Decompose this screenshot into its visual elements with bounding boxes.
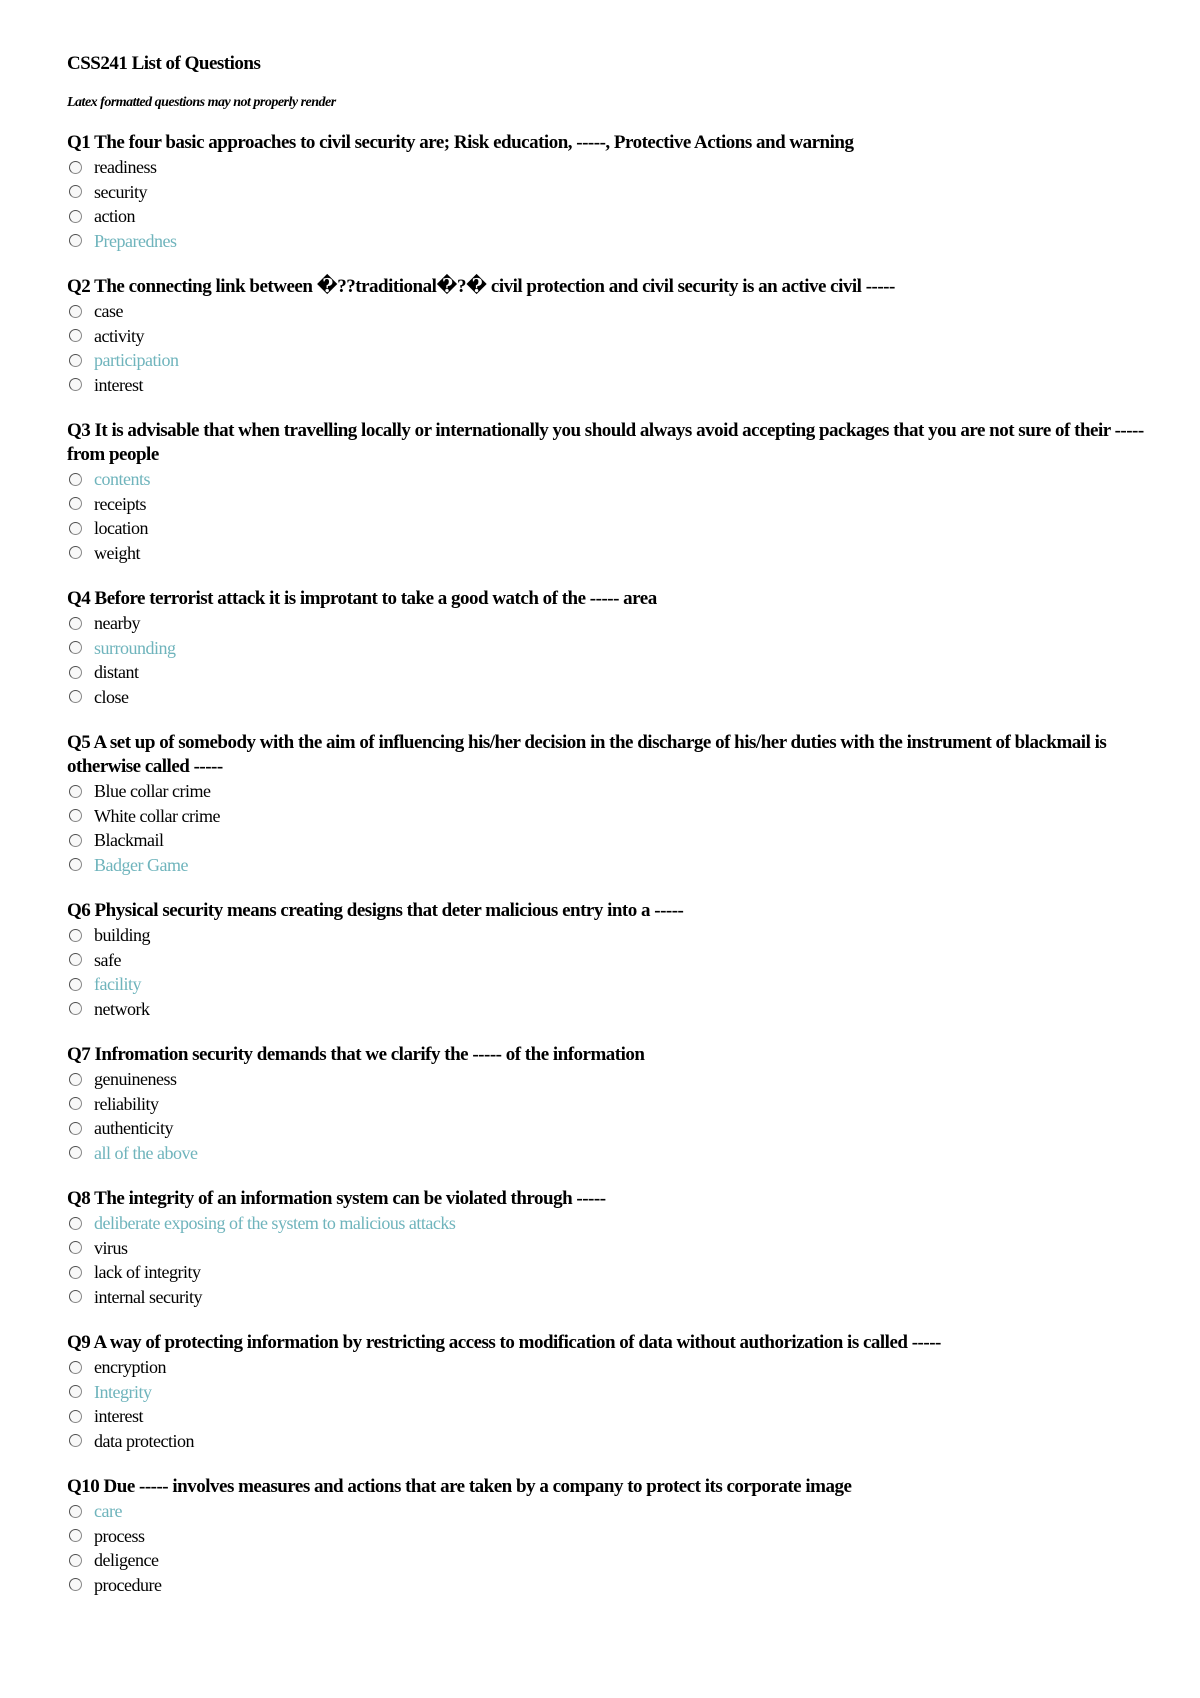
answer-option-correct[interactable] (67, 348, 1147, 373)
answer-option-correct[interactable] (67, 1499, 1147, 1524)
answer-option[interactable] (67, 948, 1147, 973)
radio-button-icon[interactable] (69, 1122, 82, 1135)
radio-button-icon[interactable] (69, 785, 82, 798)
option-label: Blackmail (94, 830, 164, 850)
option-label: Blue collar crime (94, 781, 211, 801)
radio-button-icon[interactable] (69, 497, 82, 510)
option-label: care (94, 1501, 122, 1521)
answer-option[interactable] (67, 1236, 1147, 1261)
answer-option[interactable] (67, 1524, 1147, 1549)
question-list (67, 131, 1147, 1597)
answer-option[interactable] (67, 492, 1147, 517)
answer-option[interactable] (67, 779, 1147, 804)
answer-option[interactable] (67, 1260, 1147, 1285)
radio-button-icon[interactable] (69, 210, 82, 223)
radio-button-icon[interactable] (69, 354, 82, 367)
radio-button-icon[interactable] (69, 1578, 82, 1591)
answer-option[interactable] (67, 1355, 1147, 1380)
option-label: deliberate exposing of the system to malicious attacks (94, 1213, 456, 1233)
radio-button-icon[interactable] (69, 1290, 82, 1303)
option-label: procedure (94, 1574, 162, 1595)
option-label: surrounding (94, 637, 176, 658)
radio-button-icon[interactable] (69, 522, 82, 535)
question-text: Q1 The four basic approaches to civil security are; Risk education, -----, Protective Actions and warning (67, 132, 854, 153)
radio-button-icon[interactable] (69, 978, 82, 991)
question-text: Q7 Infromation security demands that we clarify the ----- of the information (67, 1044, 645, 1065)
answer-option[interactable] (67, 1404, 1147, 1429)
answer-option[interactable] (67, 1285, 1147, 1310)
answer-option-correct[interactable] (67, 636, 1147, 661)
radio-button-icon[interactable] (69, 378, 82, 391)
question-text: Q8 The integrity of an information system can be violated through ----- (67, 1188, 606, 1209)
option-label: weight (94, 542, 140, 563)
option-label: action (94, 206, 135, 226)
radio-button-icon[interactable] (69, 1266, 82, 1279)
answer-option[interactable] (67, 685, 1147, 710)
radio-button-icon[interactable] (69, 690, 82, 703)
answer-option-correct[interactable] (67, 972, 1147, 997)
option-label: interest (94, 1406, 143, 1426)
radio-button-icon[interactable] (69, 1217, 82, 1230)
option-label: close (94, 686, 129, 707)
question-block (67, 275, 1147, 397)
radio-button-icon[interactable] (69, 1002, 82, 1015)
option-label: encryption (94, 1357, 166, 1377)
answer-option[interactable] (67, 204, 1147, 229)
option-label: receipts (94, 493, 146, 514)
option-label: data protection (94, 1430, 194, 1451)
question-text: Q2 The connecting link between �??traditional�?� civil protection and civil security is an active civil ----- (67, 276, 895, 297)
answer-option-correct[interactable] (67, 1141, 1147, 1166)
option-label: Preparednes (94, 230, 177, 251)
question-text: Q10 Due ----- involves measures and actions that are taken by a company to protect its corporate image (67, 1476, 852, 1497)
radio-button-icon[interactable] (69, 858, 82, 871)
radio-button-icon[interactable] (69, 1410, 82, 1423)
answer-option-correct[interactable] (67, 853, 1147, 878)
answer-option-correct[interactable] (67, 467, 1147, 492)
option-label: all of the above (94, 1142, 198, 1163)
option-label: network (94, 998, 150, 1019)
answer-option[interactable] (67, 1429, 1147, 1454)
question-block (67, 1187, 1147, 1309)
radio-button-icon[interactable] (69, 1554, 82, 1567)
question-block (67, 419, 1147, 565)
answer-option[interactable] (67, 516, 1147, 541)
radio-button-icon[interactable] (69, 1505, 82, 1518)
question-block (67, 587, 1147, 709)
option-label: case (94, 301, 123, 321)
answer-option[interactable] (67, 1548, 1147, 1573)
option-label: facility (94, 974, 141, 994)
option-label: genuineness (94, 1069, 177, 1089)
option-label: distant (94, 662, 139, 682)
answer-option[interactable] (67, 1116, 1147, 1141)
option-label: Integrity (94, 1381, 152, 1402)
option-label: safe (94, 949, 121, 970)
question-block (67, 1331, 1147, 1453)
option-label: contents (94, 469, 150, 489)
answer-option[interactable] (67, 373, 1147, 398)
radio-button-icon[interactable] (69, 617, 82, 630)
option-label: security (94, 181, 147, 202)
answer-option-correct[interactable] (67, 1380, 1147, 1405)
radio-button-icon[interactable] (69, 305, 82, 318)
answer-option[interactable] (67, 1573, 1147, 1598)
radio-button-icon[interactable] (69, 1434, 82, 1447)
answer-option[interactable] (67, 1092, 1147, 1117)
radio-button-icon[interactable] (69, 929, 82, 942)
answer-option-correct[interactable] (67, 1211, 1147, 1236)
answer-option[interactable] (67, 660, 1147, 685)
option-label: White collar crime (94, 805, 220, 826)
answer-option[interactable] (67, 828, 1147, 853)
answer-option[interactable] (67, 611, 1147, 636)
radio-button-icon[interactable] (69, 809, 82, 822)
radio-button-icon[interactable] (69, 1097, 82, 1110)
radio-button-icon[interactable] (69, 1073, 82, 1086)
radio-button-icon[interactable] (69, 953, 82, 966)
answer-option[interactable] (67, 804, 1147, 829)
radio-button-icon[interactable] (69, 1146, 82, 1159)
document (67, 53, 1147, 1619)
option-label: location (94, 518, 148, 538)
option-label: lack of integrity (94, 1262, 201, 1282)
question-text: Q3 It is advisable that when travelling locally or internationally you should always avoid accepting packages that you are not sure of their ----- from people (67, 420, 1144, 465)
option-label: building (94, 925, 151, 945)
option-label: reliability (94, 1093, 159, 1114)
answer-option[interactable] (67, 1067, 1147, 1092)
question-block (67, 131, 1147, 253)
option-label: readiness (94, 157, 157, 177)
question-text: Q9 A way of protecting information by restricting access to modification of data without authorization is called ----- (67, 1332, 941, 1353)
option-label: interest (94, 374, 143, 395)
radio-button-icon[interactable] (69, 546, 82, 559)
option-label: virus (94, 1237, 128, 1258)
option-label: process (94, 1525, 145, 1546)
answer-option[interactable] (67, 997, 1147, 1022)
page-title: CSS241 List of Questions (67, 53, 261, 74)
radio-button-icon[interactable] (69, 1241, 82, 1254)
radio-button-icon[interactable] (69, 473, 82, 486)
radio-button-icon[interactable] (69, 1529, 82, 1542)
radio-button-icon[interactable] (69, 666, 82, 679)
option-label: activity (94, 325, 144, 346)
radio-button-icon[interactable] (69, 161, 82, 174)
question-block (67, 1475, 1147, 1597)
radio-button-icon[interactable] (69, 1385, 82, 1398)
option-label: nearby (94, 613, 140, 633)
question-block (67, 1043, 1147, 1165)
answer-option[interactable] (67, 299, 1147, 324)
answer-option-correct[interactable] (67, 229, 1147, 254)
radio-button-icon[interactable] (69, 641, 82, 654)
answer-option[interactable] (67, 155, 1147, 180)
question-text: Q5 A set up of somebody with the aim of influencing his/her decision in the discharge of his/her duties with the instrument of blackmail is otherwise called ----- (67, 732, 1107, 777)
render-note: Latex formatted questions may not properly render (67, 95, 336, 110)
question-text: Q4 Before terrorist attack it is improtant to take a good watch of the ----- area (67, 588, 657, 609)
answer-option[interactable] (67, 923, 1147, 948)
radio-button-icon[interactable] (69, 185, 82, 198)
question-block (67, 899, 1147, 1021)
answer-option[interactable] (67, 541, 1147, 566)
radio-button-icon[interactable] (69, 834, 82, 847)
radio-button-icon[interactable] (69, 1361, 82, 1374)
option-label: internal security (94, 1286, 202, 1307)
option-label: participation (94, 350, 179, 370)
option-label: authenticity (94, 1118, 173, 1138)
question-text: Q6 Physical security means creating designs that deter malicious entry into a ----- (67, 900, 684, 921)
radio-button-icon[interactable] (69, 234, 82, 247)
answer-option[interactable] (67, 324, 1147, 349)
radio-button-icon[interactable] (69, 329, 82, 342)
question-block (67, 731, 1147, 877)
answer-option[interactable] (67, 180, 1147, 205)
option-label: deligence (94, 1550, 159, 1570)
option-label: Badger Game (94, 854, 188, 875)
